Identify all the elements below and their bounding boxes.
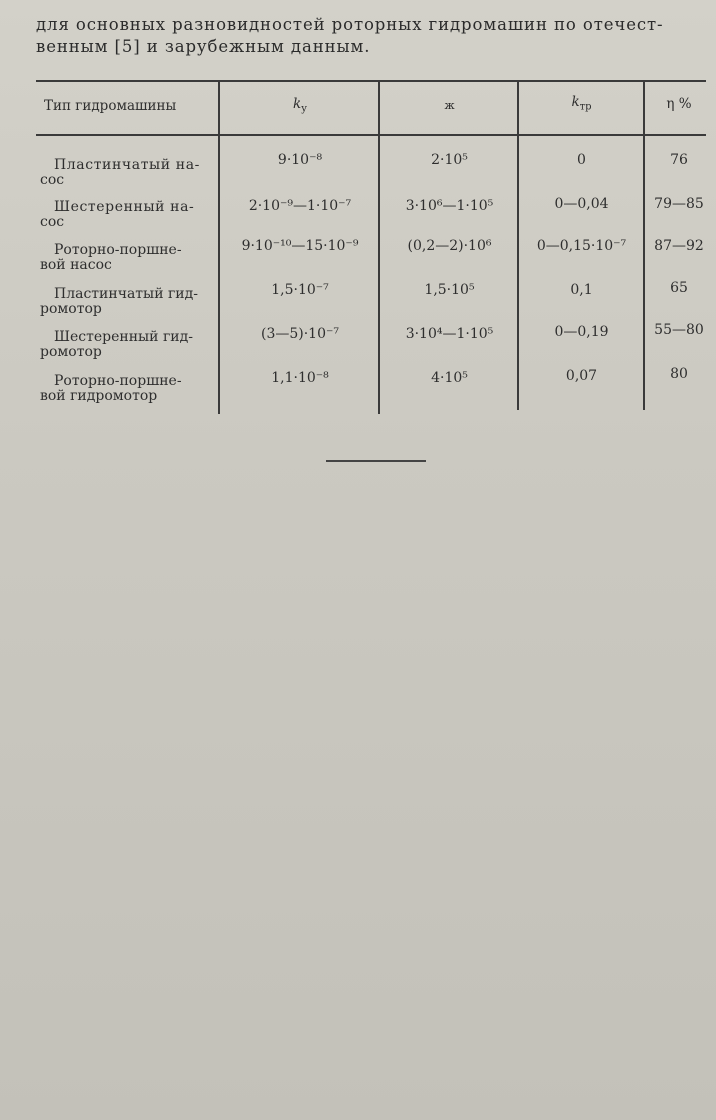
section-separator [326, 460, 426, 462]
header-type: Тип гидромашины [44, 98, 177, 114]
column-divider [517, 82, 519, 410]
intro-line-2: венным [5] и зарубежным данным. [36, 37, 371, 56]
cell-eta: 55—80 [654, 322, 704, 338]
cell-zh: 3·10⁶—1·10⁵ [405, 198, 494, 214]
table-header-rule [36, 134, 706, 136]
column-divider [218, 82, 220, 414]
cell-zh: (0,2—2)·10⁶ [407, 238, 492, 254]
row-name: Шестеренный на- сос [40, 199, 195, 230]
cell-eta: 80 [670, 366, 688, 382]
cell-eta: 76 [670, 152, 688, 168]
header-eta: η % [666, 96, 692, 112]
cell-ktr: 0,07 [565, 368, 598, 384]
row-name: Пластинчатый на- сос [40, 157, 200, 188]
cell-eta: 87—92 [654, 238, 704, 254]
cell-ktr: 0—0,04 [554, 196, 609, 212]
column-divider [378, 82, 380, 414]
header-ky: $k_у$ [292, 96, 308, 115]
cell-ky: 1,1·10⁻⁸ [271, 370, 329, 386]
row-name: Шестеренный гид- ромотор [40, 329, 193, 360]
cell-ky: 9·10⁻¹⁰—15·10⁻⁹ [241, 238, 359, 254]
cell-ky: 9·10⁻⁸ [277, 152, 323, 168]
cell-ky: (3—5)·10⁻⁷ [260, 326, 339, 342]
cell-zh: 2·10⁵ [431, 152, 468, 168]
row-name: Роторно-поршне- вой насос [40, 242, 182, 273]
cell-ky: 1,5·10⁻⁷ [271, 282, 329, 298]
intro-line-1: для основных разновидностей роторных гидромашин по отечест- [36, 15, 664, 34]
cell-eta: 65 [670, 280, 688, 296]
cell-zh: 4·10⁵ [431, 370, 468, 386]
cell-ky: 2·10⁻⁹—1·10⁻⁷ [248, 198, 352, 214]
row-name: Роторно-поршне- вой гидромотор [40, 373, 182, 404]
cell-ktr: 0,1 [570, 282, 593, 298]
cell-ktr: 0 [577, 152, 586, 168]
header-ktr: $k_{тр}$ [571, 94, 592, 113]
cell-eta: 79—85 [654, 196, 704, 212]
row-name: Пластинчатый гид- ромотор [40, 286, 198, 317]
header-zh: ж [444, 99, 455, 112]
cell-zh: 1,5·10⁵ [424, 282, 475, 298]
intro-paragraph [36, 14, 696, 58]
column-divider [643, 82, 645, 410]
cell-zh: 3·10⁴—1·10⁵ [405, 326, 494, 342]
cell-ktr: 0—0,15·10⁻⁷ [536, 238, 627, 254]
cell-ktr: 0—0,19 [554, 324, 609, 340]
table-top-rule [36, 80, 706, 82]
